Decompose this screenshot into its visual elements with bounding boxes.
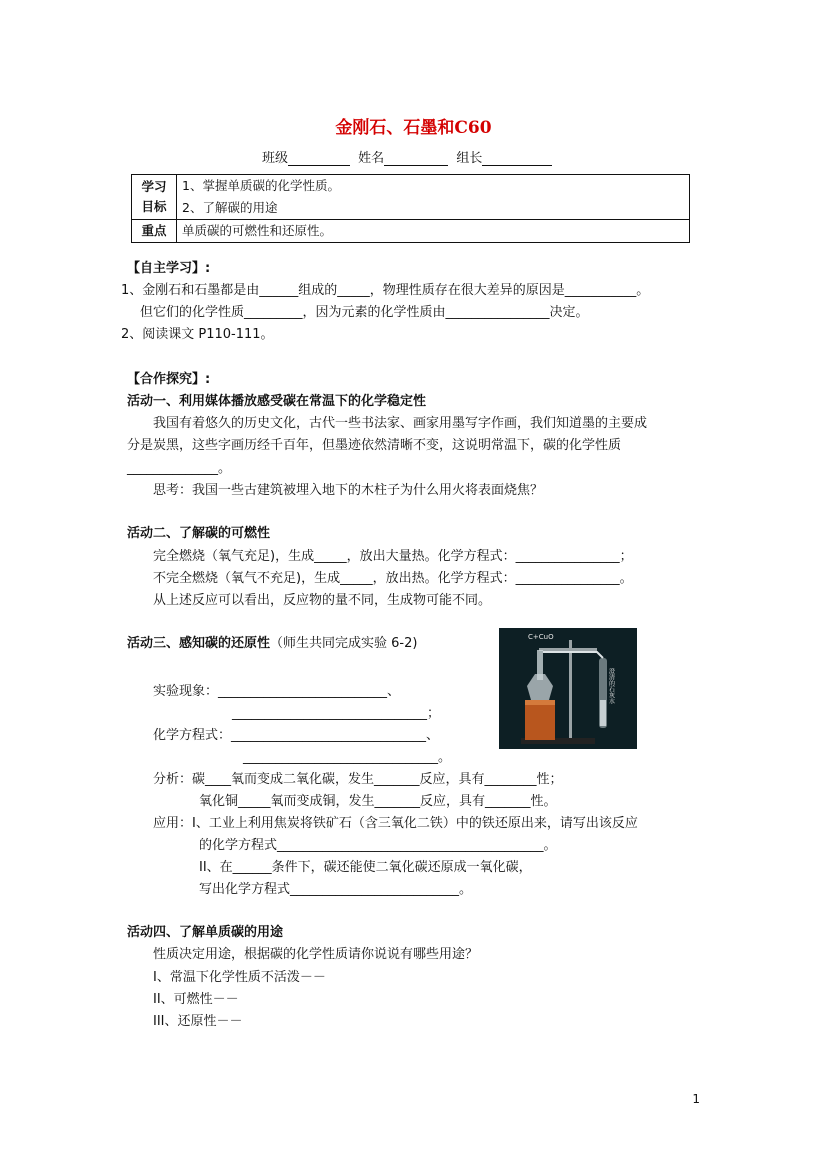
activity-2-line1: 完全燃烧（氧气充足)，生成_____，放出大量热。化学方程式：________________； bbox=[153, 549, 633, 564]
header-fields bbox=[262, 147, 556, 166]
activity-4-title: 活动四、了解单质碳的用途 bbox=[127, 925, 284, 940]
activity-4-line1: 性质决定用途，根据碳的化学性质请你说说有哪些用途？ bbox=[153, 947, 479, 962]
activity-4-line2: I、常温下化学性质不活泼－－ bbox=[153, 970, 326, 985]
key-header: 重点 bbox=[132, 220, 177, 243]
activity-3-phenomenon-1: 实验现象：__________________________、 bbox=[153, 684, 401, 699]
goal-header: 学习 目标 bbox=[132, 175, 177, 220]
page-number: 1 bbox=[692, 1092, 700, 1106]
leader-label: 组长 bbox=[456, 151, 483, 166]
self-study-heading: 【自主学习】: bbox=[127, 261, 211, 276]
leader-blank bbox=[482, 151, 552, 166]
goals-table bbox=[131, 174, 690, 243]
activity-3-phenomenon-2: ______________________________； bbox=[232, 706, 441, 721]
activity-1-p2: 分是炭黑，这些字画历经千百年，但墨迹依然清晰不变，这说明常温下，碳的化学性质 bbox=[127, 438, 622, 453]
activity-3-application-4: 写出化学方程式__________________________。 bbox=[199, 882, 473, 897]
self-study-q2: 2、阅读课文 P110-111。 bbox=[121, 327, 274, 342]
activity-2-title: 活动二、了解碳的可燃性 bbox=[127, 526, 271, 541]
activity-3-application-2: 的化学方程式_________________________________________。 bbox=[199, 838, 557, 853]
goal-1: 1、掌握单质碳的化学性质。 bbox=[177, 175, 690, 198]
name-label: 姓名 bbox=[358, 151, 385, 166]
photo-label-top: C+CuO bbox=[528, 633, 554, 641]
activity-3-analysis-2: 氧化铜_____氧而变成铜，发生_______反应，具有_______性。 bbox=[199, 794, 557, 809]
activity-4-line3: II、可燃性－－ bbox=[153, 992, 239, 1007]
goal-2: 2、了解碳的用途 bbox=[177, 197, 690, 220]
activity-1-p3: ______________。 bbox=[127, 461, 232, 476]
experiment-photo bbox=[499, 628, 637, 749]
class-blank bbox=[288, 151, 350, 166]
activity-3-application-3: II、在______条件下，碳还能使二氧化碳还原成一氧化碳， bbox=[199, 860, 532, 875]
activity-3-application-1: 应用：I、工业上利用焦炭将铁矿石（含三氧化二铁）中的铁还原出来，请写出该反应 bbox=[153, 816, 638, 831]
activity-1-think: 思考：我国一些古建筑被埋入地下的木柱子为什么用火将表面烧焦？ bbox=[153, 483, 544, 498]
coop-heading: 【合作探究】: bbox=[127, 372, 211, 387]
class-label: 班级 bbox=[262, 151, 289, 166]
activity-1-title: 活动一、利用媒体播放感受碳在常温下的化学稳定性 bbox=[127, 394, 427, 409]
activity-2-line2: 不完全燃烧（氧气不充足)，生成_____，放出热。化学方程式：________________。 bbox=[153, 571, 633, 586]
activity-2-line3: 从上述反应可以看出，反应物的量不同，生成物可能不同。 bbox=[153, 593, 492, 608]
page-title: 金刚石、石墨和C60 bbox=[335, 118, 492, 138]
key-text: 单质碳的可燃性和还原性。 bbox=[177, 220, 690, 243]
experiment-apparatus-illustration bbox=[499, 628, 637, 749]
activity-3-equation-1: 化学方程式：______________________________、 bbox=[153, 728, 440, 743]
activity-1-p1: 我国有着悠久的历史文化，古代一些书法家、画家用墨写字作画，我们知道墨的主要成 bbox=[153, 416, 648, 431]
photo-label-side: 澄清的石灰水 bbox=[607, 668, 615, 704]
activity-3-equation-2: ______________________________。 bbox=[243, 750, 452, 765]
activity-3-title: 活动三、感知碳的还原性（师生共同完成实验 6-2) bbox=[127, 636, 418, 651]
activity-4-line4: III、还原性－－ bbox=[153, 1014, 243, 1029]
self-study-q1-line1: 1、金刚石和石墨都是由______组成的_____，物理性质存在很大差异的原因是___________。 bbox=[121, 283, 650, 298]
self-study-q1-line2: 但它们的化学性质_________，因为元素的化学性质由________________决定。 bbox=[140, 305, 589, 320]
activity-3-analysis-1: 分析：碳____氧而变成二氧化碳，发生_______反应，具有________性； bbox=[153, 772, 563, 787]
name-blank bbox=[384, 151, 448, 166]
